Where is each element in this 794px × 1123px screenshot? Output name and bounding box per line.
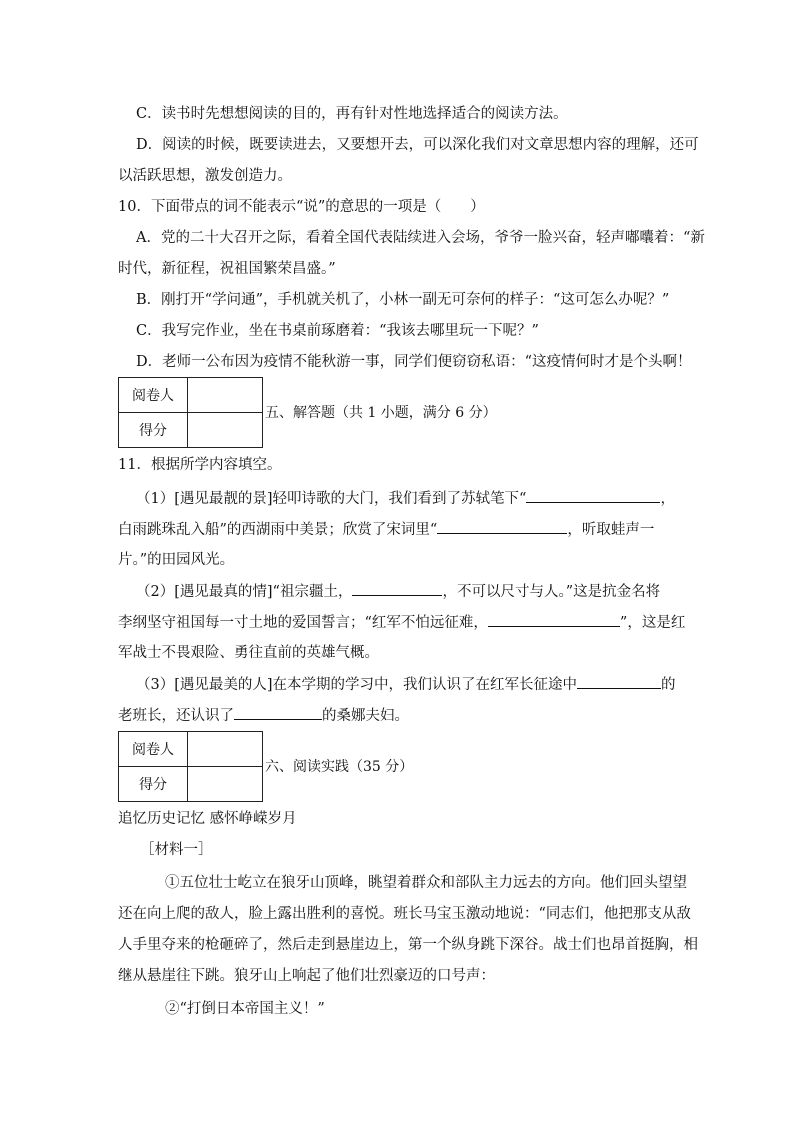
reviewer-cell: [188, 732, 263, 767]
score-box-2: [118, 731, 263, 802]
reading-para1-line1: ①五位壮士屹立在狼牙山顶峰，眺望着群众和部队主力远去的方向。他们回头望望: [165, 875, 687, 891]
section-5-heading: 五、解答题（共 1 小题，满分 6 分）: [265, 405, 497, 421]
q11-part2-line3: 军战士不畏艰险、勇往直前的英雄气概。: [118, 645, 379, 661]
q11-part2-line1: [136, 581, 660, 602]
q9-option-c: C．读书时先想想阅读的目的，再有针对性地选择适合的阅读方法。: [136, 106, 568, 122]
q11-part2-text-b: ，不可以尺寸与人。”这是抗金名将: [442, 584, 661, 600]
material-label: ［材料一］: [140, 842, 213, 858]
q11-part2-text-c: 李纲坚守祖国每一寸土地的爱国誓言；“红军不怕远征难，: [118, 615, 488, 631]
q11-part1-line1: [136, 488, 675, 509]
section-6-heading: 六、阅读实践（35 分）: [265, 759, 414, 775]
reviewer-label: 阅卷人: [119, 378, 188, 413]
q10-option-a-line1: A．党的二十大召开之际，看着全国代表陆续进入会场，爷爷一脸兴奋，轻声嘟囔着：“新: [136, 230, 705, 246]
q11-part2-line2: [118, 612, 685, 633]
q11-part2-text-a: （2）[遇见最真的情]“祖宗疆土，: [136, 584, 353, 600]
fill-blank-1[interactable]: [526, 488, 660, 503]
fill-blank-3[interactable]: [352, 581, 442, 596]
score-box-1: [118, 377, 263, 448]
q11-stem: 11．根据所学内容填空。: [118, 457, 282, 473]
fill-blank-6[interactable]: [234, 705, 322, 720]
q11-part3-text-a: （3）[遇见最美的人]在本学期的学习中，我们认识了在红军长征途中: [136, 677, 578, 693]
q11-part1-text-a: （1）[遇见最靓的景]轻叩诗歌的大门，我们看到了苏轼笔下“: [136, 491, 527, 507]
q11-part1-text-d: ，听取蛙声一: [567, 522, 655, 538]
reading-para1-line4: 继从悬崖往下跳。狼牙山上响起了他们壮烈豪迈的口号声：: [118, 968, 495, 984]
q11-part3-text-c: 老班长，还认识了: [118, 708, 234, 724]
fill-blank-4[interactable]: [488, 612, 620, 627]
reading-title: 追忆历史记忆 感怀峥嵘岁月: [118, 811, 297, 827]
reviewer-label: 阅卷人: [119, 732, 188, 767]
reviewer-cell: [188, 378, 263, 413]
q11-part3-text-b: 的: [661, 677, 676, 693]
q11-part1-text-c: 白雨跳珠乱入船”的西湖雨中美景；欣赏了宋词里“: [118, 522, 438, 538]
q11-part3-text-d: 的桑娜夫妇。: [322, 708, 409, 724]
q9-option-d-line1: D．阅读的时候，既要读进去，又要想开去，可以深化我们对文章思想内容的理解，还可: [136, 137, 699, 153]
fill-blank-5[interactable]: [577, 674, 661, 689]
score-label: 得分: [119, 413, 188, 448]
q10-option-d: D．老师一公布因为疫情不能秋游一事，同学们便窃窃私语：“这疫情何时才是个头啊！: [136, 354, 692, 370]
q9-option-d-line2: 以活跃思想，激发创造力。: [118, 168, 292, 184]
q11-part3-line2: [118, 705, 409, 726]
fill-blank-2[interactable]: [437, 519, 567, 534]
q10-stem: 10．下面带点的词不能表示“说”的意思的一项是（ ）: [118, 199, 485, 215]
q11-part1-line3: 片。”的田园风光。: [118, 552, 235, 568]
q11-part3-line1: [136, 674, 676, 695]
score-cell: [188, 767, 263, 802]
score-label: 得分: [119, 767, 188, 802]
q10-option-c: C．我写完作业，坐在书桌前琢磨着：“我该去哪里玩一下呢？”: [136, 323, 539, 339]
q11-part1-text-b: ，: [660, 491, 675, 507]
reading-para2: ②“打倒日本帝国主义！”: [165, 1001, 325, 1017]
q10-option-a-line2: 时代，新征程，祝祖国繁荣昌盛。”: [118, 261, 336, 277]
q10-option-b: B．刚打开“学问通”，手机就关机了，小林一副无可奈何的样子：“这可怎么办呢？”: [136, 292, 670, 308]
q11-part1-line2: [118, 519, 654, 540]
score-cell: [188, 413, 263, 448]
reading-para1-line3: 人手里夺来的枪砸碎了，然后走到悬崖边上，第一个纵身跳下深谷。战士们也昂首挺胸，相: [118, 937, 698, 953]
q11-part2-text-d: ”，这是红: [619, 615, 686, 631]
reading-para1-line2: 还在向上爬的敌人，脸上露出胜利的喜悦。班长马宝玉激动地说：“同志们，他把那支从敌: [118, 906, 691, 922]
